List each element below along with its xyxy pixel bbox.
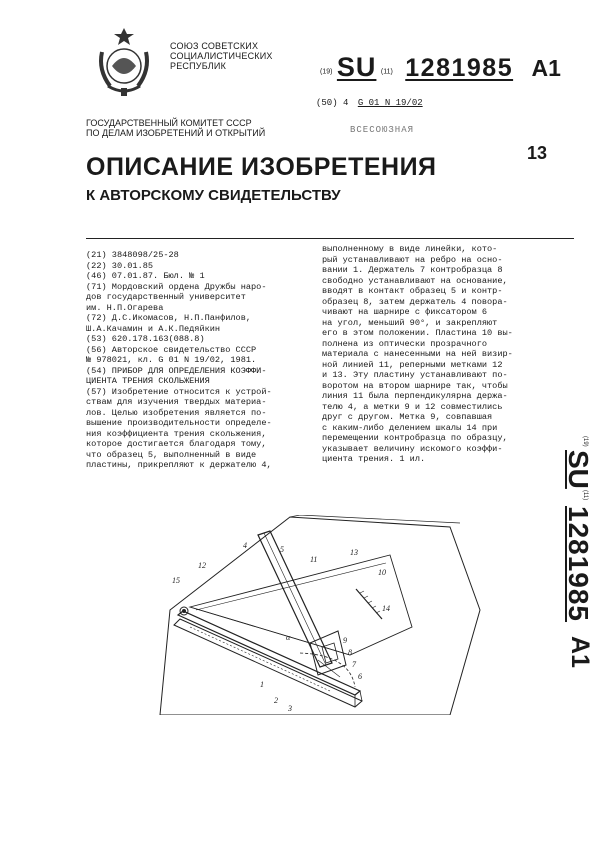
label-6: 6 (358, 672, 362, 681)
text-line: с каким-либо делением шкалы 14 при (322, 422, 498, 433)
base-plate (160, 517, 480, 715)
text-line: (46) 07.01.87. Бюл. № 1 (86, 271, 205, 281)
text-line: ной линией 11, реперными метками 12 (322, 359, 503, 370)
text-line: рый устанавливают на ребро на осно- (322, 254, 503, 265)
side-country: SU (563, 450, 594, 489)
label-1: 1 (260, 680, 264, 689)
base-bar (178, 611, 360, 695)
text-line: (72) Д.С.Икомасов, Н.П.Панфилов, (86, 313, 252, 323)
text-line: чивают на шарнире с фиксатором 6 (322, 307, 488, 317)
ipc-prefix: (50) 4 (316, 98, 349, 108)
text-line: № 978021, кл. G 01 N 19/02, 1981. (86, 355, 257, 365)
text-line: материала с нанесенными на ней визир- (322, 349, 513, 359)
label-8: 8 (348, 648, 352, 657)
agency-name (86, 118, 265, 138)
label-15: 15 (172, 576, 180, 585)
document-subtitle: К АВТОРСКОМУ СВИДЕТЕЛЬСТВУ (86, 187, 341, 204)
ipc-code: G 01 N 19/02 (357, 98, 423, 108)
text-line: (57) Изобретение относится к устрой- (86, 386, 272, 397)
text-line: его в этом положении. Пластина 10 вы- (322, 328, 513, 338)
ipc-classification (316, 98, 423, 108)
pub-number: 1281985 (405, 54, 514, 82)
text-line: ЦИЕНТА ТРЕНИЯ СКОЛЬЖЕНИЯ (86, 376, 210, 386)
text-line: указывает величину искомого коэффи- (322, 443, 503, 454)
text-line: ствам для изучения твердых материа- (86, 397, 267, 407)
text-line: перемещении контробразца по образцу, (322, 433, 508, 443)
text-line: циента трения. 1 ил. (322, 454, 426, 464)
org-line: СОЮЗ СОВЕТСКИХ (170, 41, 259, 51)
text-line: линия 11 была перпендикулярна держа- (322, 391, 508, 401)
text-line: которое достигается благодаря тому, (86, 439, 267, 449)
pub-kind: A1 (531, 55, 561, 81)
text-line: телю 4, а метки 9 и 12 совместились (322, 401, 503, 412)
right-column (322, 244, 552, 465)
label-10: 10 (378, 568, 386, 577)
label-13: 13 (350, 548, 358, 557)
org-line: СОЦИАЛИСТИЧЕСКИХ (170, 51, 273, 61)
agency-line: ПО ДЕЛАМ ИЗОБРЕТЕНИЙ И ОТКРЫТИЙ (86, 128, 266, 138)
label-12: 12 (198, 561, 206, 570)
pub-country: SU (336, 52, 377, 82)
text-line: Ш.А.Качамин и А.К.Педяйкин (86, 323, 221, 334)
text-line: им. Н.П.Огарева (86, 302, 164, 313)
left-column (86, 250, 310, 471)
side-kind: A1 (566, 636, 594, 668)
publication-number (320, 52, 561, 83)
text-line: воротом на втором шарнире так, чтобы (322, 380, 508, 391)
pub-code-19: (19) (320, 68, 333, 76)
label-2: 2 (274, 696, 278, 705)
org-name (170, 41, 273, 71)
agency-line: ГОСУДАРСТВЕННЫЙ КОМИТЕТ СССР (86, 118, 252, 128)
text-line: вании 1. Держатель 7 контробразца 8 (322, 265, 503, 275)
text-line: дов государственный университет (86, 292, 246, 302)
text-line: (54) ПРИБОР ДЛЯ ОПРЕДЕЛЕНИЯ КОЭФФИ- (86, 365, 267, 376)
text-line: свободно устанавливают на основание, (322, 275, 508, 286)
text-line: на угол, меньший 90°, и закрепляют (322, 317, 498, 328)
text-line: пластины, прикрепляют к держателю 4, (86, 460, 272, 470)
text-line: (22) 30.01.85 (86, 260, 154, 271)
text-line: (21) 3848098/25-28 (86, 250, 179, 260)
text-line: вышение производительности определе- (86, 418, 272, 428)
label-14: 14 (382, 604, 390, 613)
label-5: 5 (280, 545, 284, 554)
handwritten-number: 13 (527, 143, 548, 163)
library-stamp: ВСЕСОЮЗНАЯ (350, 125, 415, 135)
text-line: образец 8, затем держатель 4 повора- (322, 296, 508, 307)
org-line: РЕСПУБЛИК (170, 61, 227, 71)
side-number: 1281985 (563, 506, 594, 623)
text-line: (53) 620.178.163(088.8) (86, 334, 205, 344)
angle-arc (300, 653, 355, 687)
text-line: (56) Авторское свидетельство СССР (86, 344, 257, 355)
label-alpha: α (286, 633, 291, 642)
side-code-19: (19) (582, 436, 588, 447)
label-7: 7 (352, 660, 356, 669)
label-9: 9 (343, 636, 347, 645)
text-line: вводят в контакт образец 5 и контр- (322, 286, 503, 296)
text-line: что образец 5, выполненный в виде (86, 449, 257, 460)
text-line: (71) Мордовский ордена Дружбы наро- (86, 281, 267, 292)
side-margin-number (548, 436, 594, 686)
document-title: ОПИСАНИЕ ИЗОБРЕТЕНИЯ (86, 153, 437, 181)
text-line: друг с другом. Метка 9, совпавшая (322, 412, 493, 422)
text-line: ния коэффициента трения скольжения, (86, 428, 267, 439)
header-divider (86, 238, 574, 239)
patent-figure (150, 515, 485, 715)
text-line: полнена из оптически прозрачного (322, 338, 488, 349)
text-line: выполненному в виде линейки, кото- (322, 244, 498, 254)
counter-holder (310, 631, 346, 675)
state-emblem-icon (92, 24, 156, 100)
pub-code-11: (11) (380, 68, 393, 76)
label-3: 3 (288, 704, 292, 713)
text-line: и 13. Эту пластину устанавливают по- (322, 370, 508, 380)
text-line: лов. Целью изобретения является по- (86, 407, 267, 418)
label-11: 11 (310, 555, 318, 564)
label-4: 4 (243, 541, 247, 550)
side-code-11: (11) (582, 490, 588, 501)
scale (356, 589, 382, 619)
